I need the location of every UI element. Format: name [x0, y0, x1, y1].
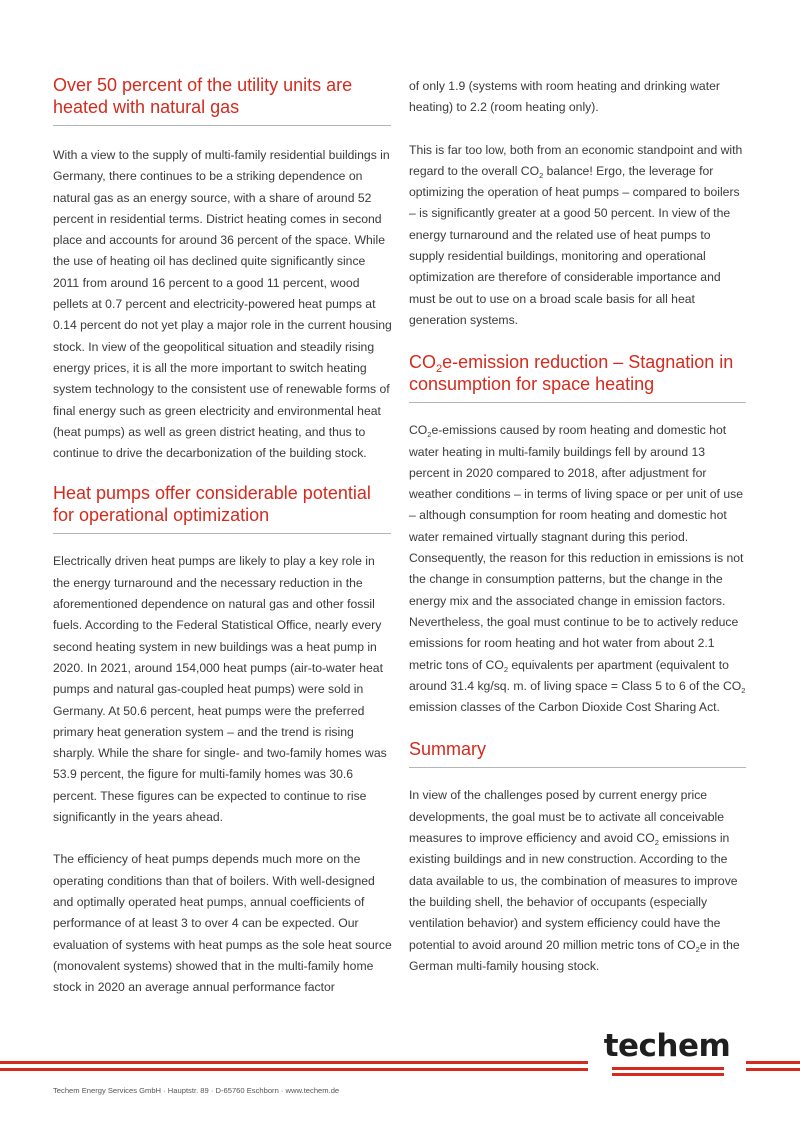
section-heading-summary: Summary — [409, 739, 487, 760]
text-run: e-emissions caused by room heating and domestic hot water heating in multi-family buildings fell by around 13 percent in 2020 compared to 2018, after adjustment for weather conditions – in terms of living space or per unit of use – although consumption for room heating and domestic hot water remained virtually stagnant during this period. Consequently, the reason for this reduction in emissions is not the change in consumption patterns, but the change in the energy mix and the associated change in emission factors. Nevertheless, the goal must continue to be to actively reduce emissions for room heating and hot water from about 2.1 metric tons of CO — [409, 423, 744, 672]
subscript: 2 — [503, 664, 508, 674]
subscript: 2 — [695, 944, 700, 954]
left-column — [53, 74, 393, 998]
subscript: 2 — [741, 685, 746, 695]
text-run: e-emission reduction – Stagnation in consumption for space heating — [409, 352, 734, 395]
techem-logo — [588, 1012, 746, 1088]
section-heading-natural-gas: Over 50 percent of the utility units are heated with natural gas — [53, 75, 353, 117]
text-run: CO — [409, 423, 428, 438]
heading-divider — [409, 402, 746, 403]
text-run: emission classes of the Carbon Dioxide Cost Sharing Act. — [409, 700, 720, 715]
logo-stripe-bottom — [612, 1073, 724, 1076]
paragraph-performance-factor: of only 1.9 (systems with room heating and drinking water heating) to 2.2 (room heating only). — [409, 79, 720, 115]
paragraph-heat-pumps-efficiency: The efficiency of heat pumps depends much more on the operating conditions than that of boilers. With well-designed and optimally operated heat pumps, annual coefficients of performance of at least 3 to over 4 can be expected. Our evaluation of systems with heat pumps as the sole heat source (monovalent systems) showed that in the multi-family home stock in 2020 an average annual performance factor — [53, 852, 392, 995]
subscript: 2 — [654, 838, 659, 848]
subscript: 2 — [539, 170, 544, 180]
heading-divider — [53, 125, 391, 126]
section-heading-co2-reduction — [409, 351, 747, 395]
subscript: 2 — [427, 430, 432, 440]
paragraph-summary — [409, 785, 747, 977]
text-run: This is far too low, both from an economic standpoint and with regard to the overall CO — [409, 142, 743, 178]
text-run: balance! Ergo, the leverage for optimizing the operation of heat pumps – compared to boilers – is significantly greater at a good 50 percent. In view of the energy turnaround and the related use of heat pumps to supply residential buildings, monitoring and operational optimization are therefore of considerable importance and must be out to use on a broad scale basis for all heat generation systems. — [409, 163, 740, 327]
logo-wordmark: techem — [603, 1028, 731, 1064]
text-run: In view of the challenges posed by current energy price developments, the goal must be to activate all conceivable measures to improve efficiency and avoid CO — [409, 788, 725, 846]
text-run: emissions in existing buildings and in new construction. According to the data available to us, the combination of measures to improve the building shell, the behavior of occupants (especially ventilation behavior) and system efficiency could have the potential to avoid around 20 million metric tons of CO — [409, 831, 738, 952]
paragraph-heat-pumps-role: Electrically driven heat pumps are likely to play a key role in the energy turnaround and the necessary reduction in the aforementioned dependence on natural gas and other fossil fuels. According to the Federal Statistical Office, nearly every second heating system in new buildings was a heat pump in 2020. In 2021, around 154,000 heat pumps (air-to-water heat pumps and natural gas-coupled heat pumps) were sold in Germany. At 50.6 percent, heat pumps were the preferred primary heat generation system – and the trend is rising sharply. While the share for single- and two-family homes was 53.9 percent, the figure for multi-family homes was 30.6 percent. These figures can be expected to continue to rise significantly in the years ahead. — [53, 554, 387, 825]
paragraph-natural-gas: With a view to the supply of multi-family residential buildings in Germany, there continues to be a striking dependence on natural gas as an energy source, with a share of around 52 percent in residential terms. District heating comes in second place and accounts for around 36 percent of the space. While the use of heating oil has declined quite significantly since 2011 from around 16 percent to a good 11 percent, wood pellets at 0.7 percent and electricity-powered heat pumps at 0.14 percent do not yet play a major role in the current housing stock. In view of the geopolitical situation and steadily rising energy prices, it is all the more important to switch heating system technology to the consistent use of renewable forms of final energy such as green electricity and environmental heat (heat pumps) as well as green district heating, and thus to continue to drive the decarbonization of the building stock. — [53, 148, 392, 461]
text-run: CO — [409, 352, 436, 373]
text-run: e in the German multi-family housing stock. — [409, 937, 740, 973]
section-heading-heat-pumps: Heat pumps offer considerable potential for operational optimization — [53, 483, 371, 526]
subscript: 2 — [436, 363, 443, 376]
paragraph-optimization-leverage — [409, 140, 747, 332]
text-run: equivalents per apartment (equivalent to around 31.4 kg/sq. m. of living space = Class 5 to 6 of the CO — [409, 657, 742, 693]
heading-divider — [409, 767, 746, 768]
paragraph-co2-emissions — [409, 420, 747, 718]
footer-address: Techem Energy Services GmbH · Hauptstr. 89 · D-65760 Eschborn · www.techem.de — [53, 1086, 340, 1095]
heading-divider — [53, 533, 391, 534]
logo-stripe-top — [612, 1067, 724, 1070]
right-column — [409, 74, 747, 977]
